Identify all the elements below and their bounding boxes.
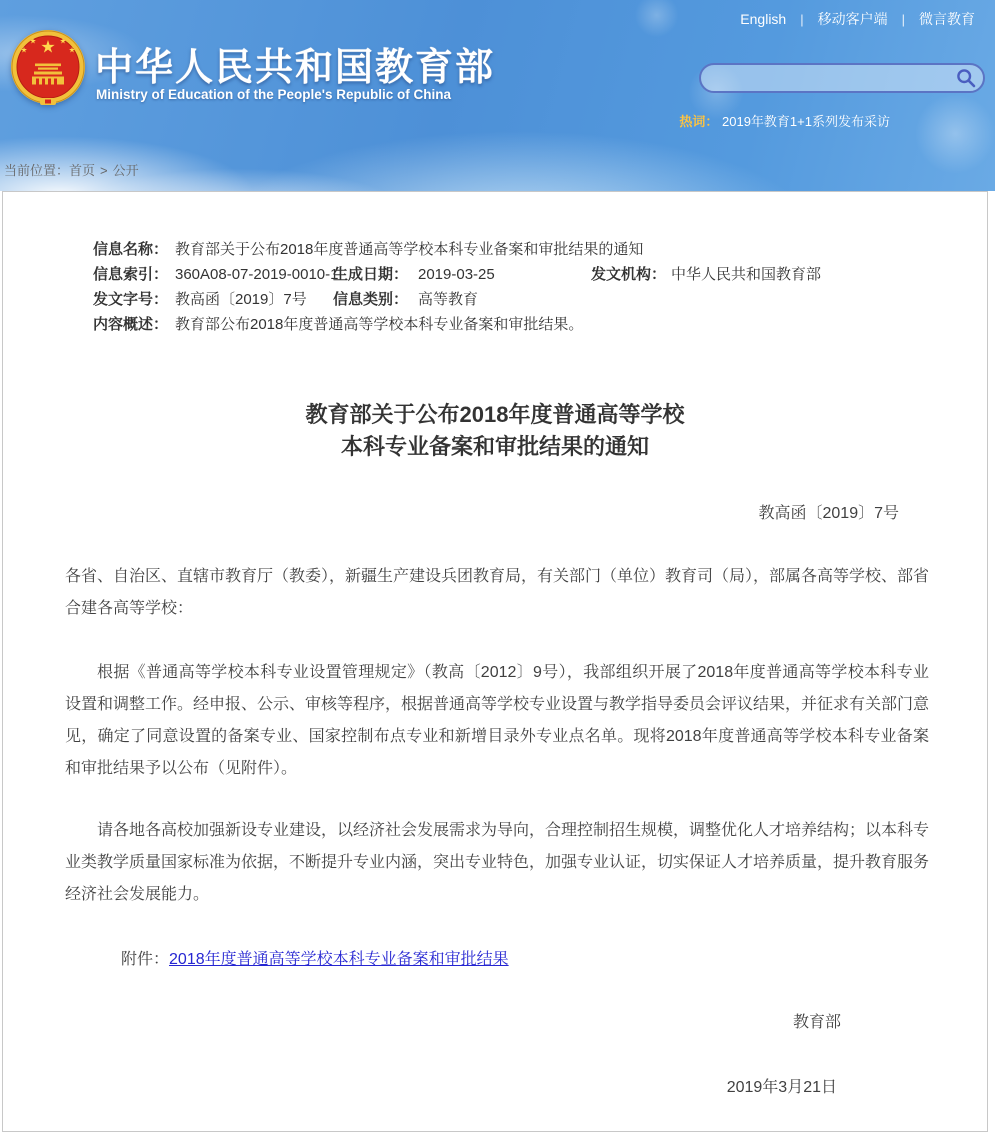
attachment-row bbox=[65, 944, 929, 976]
search-button[interactable] bbox=[949, 65, 983, 91]
meta-category-value: 高等教育 bbox=[418, 291, 479, 308]
document-title bbox=[3, 399, 987, 463]
link-weiyan-education[interactable]: 微言教育 bbox=[919, 11, 975, 27]
site-title: 中华人民共和国教育部 bbox=[95, 47, 496, 89]
meta-summary-value: 教育部公布2018年度普通高等学校本科专业备案和审批结果。 bbox=[175, 316, 584, 333]
meta-org-label: 发文机构： bbox=[591, 266, 667, 283]
signature: 教育部 bbox=[792, 1014, 841, 1031]
document-date: 2019年3月21日 bbox=[726, 1079, 837, 1096]
hotwords-label: 热词： bbox=[679, 114, 719, 129]
breadcrumb-section-link[interactable]: 公开 bbox=[112, 163, 139, 178]
nav-separator: | bbox=[800, 12, 804, 27]
paragraph-salutation: 各省、自治区、直辖市教育厅（教委），新疆生产建设兵团教育局，有关部门（单位）教育司（局），部属各高等学校、部省合建各高等学校： bbox=[65, 568, 930, 617]
paragraph-body-1: 根据《普通高等学校本科专业设置管理规定》（教高〔2012〕9号），我部组织开展了2018年度普通高等学校本科专业设置和调整工作。经申报、公示、审核等程序，根据普通高等学校专业设置与教学指导委员会评议结果，并征求有关部门意见，确定了同意设置的备案专业、国家控制布点专业和新增目录外专业点名单。现将2018年度普通高等学校本科专业备案和审批结果予以公布（见附件）。 bbox=[65, 664, 930, 777]
content-panel bbox=[2, 191, 988, 1132]
breadcrumb bbox=[4, 160, 139, 179]
breadcrumb-home-link[interactable]: 首页 bbox=[69, 163, 96, 178]
document-number: 教高函〔2019〕7号 bbox=[758, 505, 899, 522]
document-body bbox=[65, 561, 929, 1104]
hotwords-bar bbox=[679, 111, 890, 130]
meta-gen-date-label: 生成日期： bbox=[333, 266, 409, 283]
meta-table bbox=[93, 237, 987, 337]
meta-name-value: 教育部关于公布2018年度普通高等学校本科专业备案和审批结果的通知 bbox=[175, 241, 644, 258]
search-bar bbox=[699, 63, 985, 93]
meta-summary-label: 内容概述： bbox=[93, 316, 169, 333]
top-nav bbox=[740, 9, 975, 29]
breadcrumb-separator: > bbox=[100, 163, 108, 178]
breadcrumb-label: 当前位置： bbox=[4, 163, 70, 178]
meta-category-label: 信息类别： bbox=[333, 291, 409, 308]
site-subtitle: Ministry of Education of the People's Republic of China bbox=[96, 87, 451, 102]
meta-docno-value: 教高函〔2019〕7号 bbox=[175, 291, 307, 308]
meta-docno-label: 发文字号： bbox=[93, 291, 169, 308]
attachment-label: 附件： bbox=[121, 951, 170, 968]
meta-gen-date-value: 2019-03-25 bbox=[418, 266, 495, 283]
site-header bbox=[0, 0, 995, 191]
document-title-line2: 本科专业备案和审批结果的通知 bbox=[340, 434, 649, 459]
link-mobile-client[interactable]: 移动客户端 bbox=[817, 11, 888, 27]
paragraph-body-2: 请各地各高校加强新设专业建设，以经济社会发展需求为导向，合理控制招生规模，调整优化人才培养结构；以本科专业类教学质量国家标准为依据，不断提升专业内涵，突出专业特色，加强专业认证，切实保证人才培养质量，提升教育服务经济社会发展能力。 bbox=[65, 822, 930, 903]
search-input[interactable] bbox=[701, 65, 949, 91]
hotwords-link[interactable]: 2019年教育1+1系列发布采访 bbox=[722, 114, 890, 129]
search-icon bbox=[956, 68, 976, 88]
attachment-link[interactable]: 2018年度普通高等学校本科专业备案和审批结果 bbox=[169, 951, 509, 968]
meta-index-value: 360A08-07-2019-0010-1 bbox=[175, 266, 339, 283]
meta-index-label: 信息索引： bbox=[93, 266, 169, 283]
meta-org-value: 中华人民共和国教育部 bbox=[671, 266, 822, 283]
link-english[interactable]: English bbox=[740, 11, 787, 27]
national-emblem-icon bbox=[8, 27, 88, 107]
meta-name-label: 信息名称： bbox=[93, 241, 169, 258]
nav-separator: | bbox=[901, 12, 905, 27]
document-title-line1: 教育部关于公布2018年度普通高等学校 bbox=[305, 402, 685, 427]
